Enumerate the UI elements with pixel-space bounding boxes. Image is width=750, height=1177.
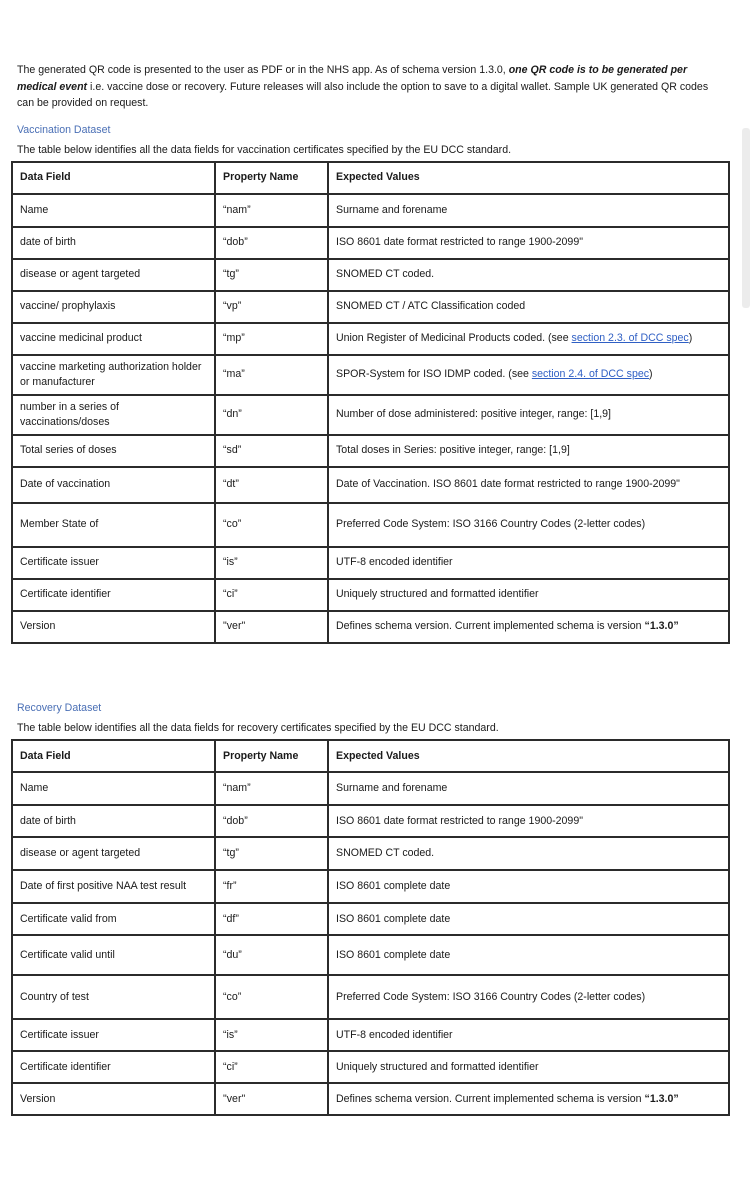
expected-values-cell: [328, 435, 729, 467]
expected-values-text: ISO 8601 complete date: [336, 948, 451, 961]
property-name-cell: “tg”: [215, 259, 328, 291]
expected-values-cell: [328, 547, 729, 579]
table-row: [12, 259, 729, 291]
expected-values-cell: [328, 323, 729, 355]
data-field-cell: Country of test: [12, 975, 215, 1019]
table-row: [12, 935, 729, 975]
expected-values-text: Total doses in Series: positive integer, range: [1,9]: [336, 444, 570, 457]
data-field-cell: vaccine marketing authorization holder or manufacturer: [12, 355, 215, 395]
expected-values-cell: [328, 975, 729, 1019]
expected-values-text: ISO 8601 complete date: [336, 912, 451, 925]
expected-values-text: Surname and forename: [336, 203, 448, 216]
expected-values-text: Surname and forename: [336, 782, 448, 795]
expected-values-text: Uniquely structured and formatted identifier: [336, 588, 539, 601]
schema-version-value: “1.3.0”: [644, 620, 679, 633]
table-row: [12, 805, 729, 837]
expected-values-cell: [328, 227, 729, 259]
table-row: [12, 1019, 729, 1051]
table-row: [12, 435, 729, 467]
recovery-description: The table below identifies all the data fields for recovery certificates specified by the EU DCC standard.: [17, 722, 499, 734]
data-field-cell: Certificate identifier: [12, 1051, 215, 1083]
table-row: [12, 467, 729, 503]
data-field-cell: Certificate valid until: [12, 935, 215, 975]
property-name-cell: “fr”: [215, 870, 328, 903]
property-name-cell: “tg”: [215, 837, 328, 870]
column-header: Expected Values: [328, 162, 729, 194]
expected-values-cell: [328, 259, 729, 291]
property-name-cell: "ver": [215, 611, 328, 643]
expected-values-cell: [328, 503, 729, 547]
expected-values-cell: [328, 355, 729, 395]
table-row: [12, 323, 729, 355]
data-field-cell: number in a series of vaccinations/doses: [12, 395, 215, 435]
table-row: [12, 1051, 729, 1083]
expected-values-text: Defines schema version. Current implemented schema is version: [336, 1092, 645, 1105]
expected-values-cell: [328, 194, 729, 227]
table-row: [12, 772, 729, 805]
data-field-cell: Certificate issuer: [12, 1019, 215, 1051]
property-name-cell: “mp”: [215, 323, 328, 355]
data-field-cell: Member State of: [12, 503, 215, 547]
expected-values-text: ISO 8601 date format restricted to range 1900-2099": [336, 236, 583, 249]
table-row: [12, 547, 729, 579]
vaccination-heading: Vaccination Dataset: [17, 123, 111, 136]
table-row: [12, 975, 729, 1019]
table-row: [12, 870, 729, 903]
expected-values-cell: [328, 291, 729, 323]
data-field-cell: Version: [12, 611, 215, 643]
expected-values-text: Uniquely structured and formatted identifier: [336, 1060, 539, 1073]
property-name-cell: "ver": [215, 1083, 328, 1115]
vaccination-section: [11, 121, 728, 644]
data-field-cell: Certificate valid from: [12, 903, 215, 935]
property-name-cell: “is”: [215, 547, 328, 579]
column-header: Data Field: [12, 740, 215, 772]
expected-values-cell: [328, 870, 729, 903]
table-row: [12, 503, 729, 547]
expected-values-cell: [328, 935, 729, 975]
property-name-cell: “dob”: [215, 805, 328, 837]
expected-values-cell: [328, 1019, 729, 1051]
link-suffix: ): [649, 368, 653, 381]
data-field-cell: date of birth: [12, 227, 215, 259]
table-row: [12, 395, 729, 435]
vaccination-table: [11, 161, 730, 644]
property-name-cell: “vp”: [215, 291, 328, 323]
column-header: Property Name: [215, 162, 328, 194]
expected-values-text: UTF-8 encoded identifier: [336, 1028, 453, 1041]
data-field-cell: Total series of doses: [12, 435, 215, 467]
expected-values-cell: [328, 805, 729, 837]
table-row: [12, 837, 729, 870]
expected-values-text: Defines schema version. Current implemented schema is version: [336, 620, 645, 633]
property-name-cell: “dt”: [215, 467, 328, 503]
property-name-cell: “du”: [215, 935, 328, 975]
table-row: [12, 227, 729, 259]
expected-values-cell: [328, 1051, 729, 1083]
document-page: [11, 62, 728, 1105]
expected-values-text: SNOMED CT coded.: [336, 847, 435, 860]
expected-values-cell: [328, 395, 729, 435]
recovery-heading: Recovery Dataset: [17, 702, 102, 714]
data-field-cell: Date of first positive NAA test result: [12, 870, 215, 903]
expected-values-text: Number of dose administered: positive integer, range: [1,9]: [336, 408, 612, 421]
data-field-cell: vaccine medicinal product: [12, 323, 215, 355]
table-row: [12, 194, 729, 227]
property-name-cell: “co”: [215, 503, 328, 547]
table-row: [12, 1083, 729, 1115]
expected-values-text: SPOR-System for ISO IDMP coded. (see: [336, 368, 532, 381]
expected-values-text: Date of Vaccination. ISO 8601 date format restricted to range 1900-2099": [336, 478, 680, 491]
expected-values-text: SNOMED CT / ATC Classification coded: [336, 300, 526, 313]
data-field-cell: vaccine/ prophylaxis: [12, 291, 215, 323]
recovery-table: [11, 739, 730, 1116]
data-field-cell: Date of vaccination: [12, 467, 215, 503]
data-field-cell: Name: [12, 194, 215, 227]
expected-values-text: Preferred Code System: ISO 3166 Country Codes (2-letter codes): [336, 990, 646, 1003]
property-name-cell: “nam”: [215, 194, 328, 227]
property-name-cell: “dob”: [215, 227, 328, 259]
table-row: [12, 611, 729, 643]
expected-values-text: ISO 8601 date format restricted to range 1900-2099": [336, 814, 583, 827]
property-name-cell: “ma”: [215, 355, 328, 395]
expected-values-cell: [328, 579, 729, 611]
spec-link[interactable]: section 2.4. of DCC spec: [531, 368, 650, 381]
spec-link[interactable]: section 2.3. of DCC spec: [571, 332, 689, 345]
expected-values-text: Preferred Code System: ISO 3166 Country Codes (2-letter codes): [336, 518, 646, 531]
data-field-cell: Certificate identifier: [12, 579, 215, 611]
link-suffix: ): [688, 332, 693, 345]
table-row: [12, 355, 729, 395]
table-row: [12, 903, 729, 935]
property-name-cell: “co”: [215, 975, 328, 1019]
expected-values-text: ISO 8601 complete date: [336, 880, 451, 893]
data-field-cell: Name: [12, 772, 215, 805]
table-row: [12, 291, 729, 323]
schema-version-value: “1.3.0”: [644, 1092, 679, 1105]
data-field-cell: Certificate issuer: [12, 547, 215, 579]
expected-values-cell: [328, 772, 729, 805]
property-name-cell: “ci”: [215, 1051, 328, 1083]
intro-text-1: The generated QR code is presented to the user as PDF or in the NHS app. As of schema version 1.3.0,: [17, 64, 509, 76]
property-name-cell: “ci”: [215, 579, 328, 611]
expected-values-cell: [328, 837, 729, 870]
scrollbar[interactable]: [742, 128, 750, 308]
expected-values-cell: [328, 467, 729, 503]
column-header: Expected Values: [328, 740, 729, 772]
expected-values-text: UTF-8 encoded identifier: [336, 556, 453, 569]
intro-emphasis: one QR code is to be generated per medical event: [17, 64, 688, 93]
column-header: Property Name: [215, 740, 328, 772]
data-field-cell: date of birth: [12, 805, 215, 837]
column-header: Data Field: [12, 162, 215, 194]
property-name-cell: “df”: [215, 903, 328, 935]
property-name-cell: “nam”: [215, 772, 328, 805]
expected-values-cell: [328, 1083, 729, 1115]
data-field-cell: disease or agent targeted: [12, 837, 215, 870]
intro-paragraph: [17, 62, 721, 112]
intro-text-2: i.e. vaccine dose or recovery. Future releases will also include the option to save to a digital wallet. Sample UK generated QR codes can be provided on request.: [17, 80, 709, 109]
expected-values-text: Union Register of Medicinal Products coded. (see: [336, 332, 572, 345]
expected-values-text: SNOMED CT coded.: [336, 268, 435, 281]
property-name-cell: “dn”: [215, 395, 328, 435]
table-row: [12, 579, 729, 611]
data-field-cell: Version: [12, 1083, 215, 1115]
property-name-cell: “is”: [215, 1019, 328, 1051]
vaccination-description: The table below identifies all the data fields for vaccination certificates specified by the EU DCC standard.: [17, 143, 512, 156]
table-header-row: [12, 162, 729, 194]
table-header-row: [12, 740, 729, 772]
recovery-section: [11, 699, 728, 1116]
expected-values-cell: [328, 611, 729, 643]
data-field-cell: disease or agent targeted: [12, 259, 215, 291]
property-name-cell: “sd”: [215, 435, 328, 467]
expected-values-cell: [328, 903, 729, 935]
